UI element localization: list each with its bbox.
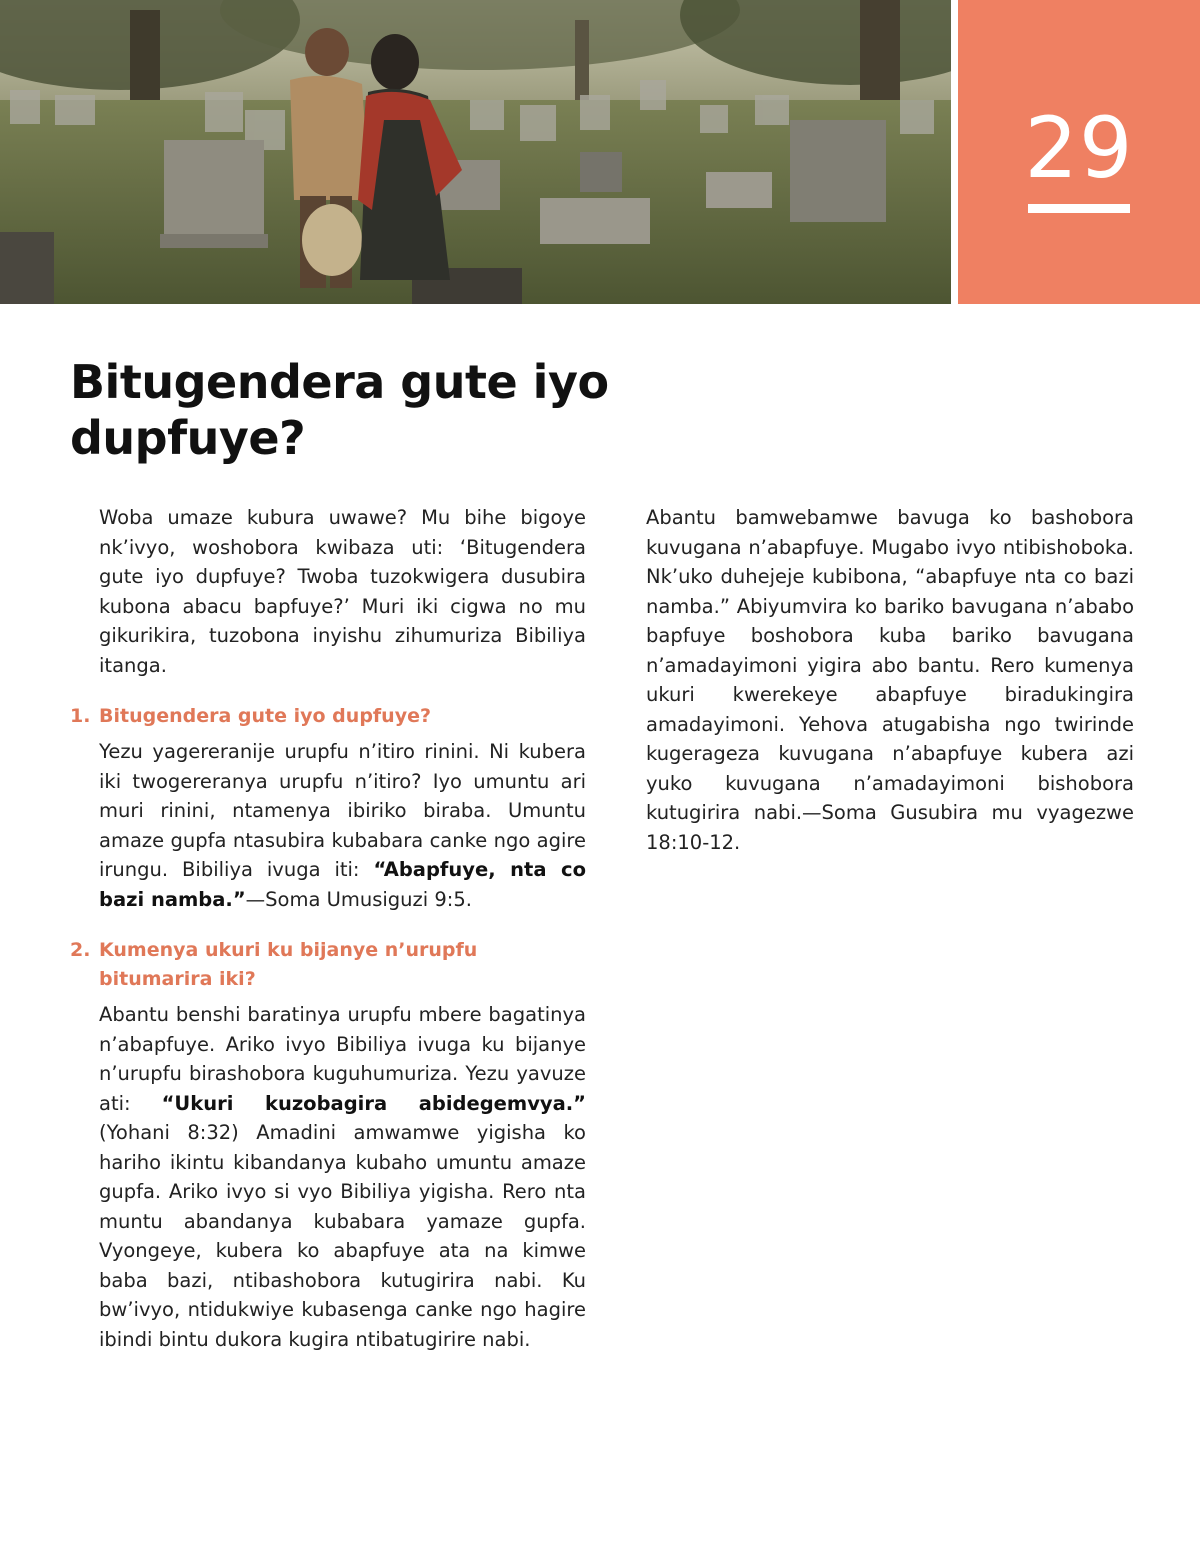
intro-paragraph: Woba umaze kubura uwawe? Mu bihe bigoye nk’ivyo, woshobora kwibaza uti: ‘Bitugendera gute iyo dupfuye? Twoba tuzokwigera dusubira kubona abacu bapfuye?’ Muri iki cigwa no mu gikurikira, tuzobona inyishu zihumuriza Bibiliya itanga. <box>99 506 586 677</box>
right-column <box>646 503 1134 869</box>
badge-underline <box>1028 204 1130 213</box>
question-2-text: Kumenya ukuri ku bijanye n’urupfu bitumarira iki? <box>99 939 478 990</box>
section-1-text: Yezu yagereranije urupfu n’itiro rinini. Ni kubera iki twogereranya urupfu n’itiro? Iyo umuntu ari muri rinini, ntamenya ibiriko biraba. Umuntu amaze gupfa ntasubira kubabara canke ngo agire irungu. Bibiliya ivuga iti: <box>99 740 586 881</box>
hero-image-cemetery <box>0 0 951 304</box>
question-2 <box>70 936 586 994</box>
section-1-body <box>99 737 586 914</box>
section-1-reference: —Soma Umusiguzi 9:5. <box>245 887 472 911</box>
left-column <box>70 503 586 1366</box>
section-2-quote: “Ukuri kuzobagira abidegemvya.” <box>161 1091 587 1115</box>
question-1 <box>70 702 586 731</box>
page-title: Bitugendera gute iyo dupfuye? <box>70 355 609 465</box>
section-1-quote: “Abapfuye, nta co bazi namba.” <box>99 858 587 911</box>
question-1-number: 1. <box>70 705 91 727</box>
section-2-text: Abantu benshi baratinya urupfu mbere bagatinya n’abapfuye. Ariko ivyo Bibiliya ivuga ku bijanye n’urupfu birashobora kuguhumuriza. Yezu yavuze ati: <box>99 1003 586 1115</box>
question-1-text: Bitugendera gute iyo dupfuye? <box>99 705 431 727</box>
closing-paragraph: Abantu bamwebamwe bavuga ko bashobora kuvugana n’abapfuye. Mugabo ivyo ntibishoboka. Nk’uko duhejeje kubibona, “abapfuye nta co bazi namba.” Abiyumvira ko bariko bavugana n’ababo bapfuye boshobora kuba bariko bavugana n’amadayimoni yigira abo bantu. Rero kumenya ukuri kwerekeye abapfuye biradukingira amadayimoni. Yehova atugabisha ngo twirinde kugerageza kuvugana n’abapfuye kubera azi yuko kuvugana n’amadayimoni bishobora kutugirira nabi.—Soma Gusubira mu vyagezwe 18:10-12. <box>646 506 1134 854</box>
section-2-continuation: (Yohani 8:32) Amadini amwamwe yigisha ko hariho ikintu kibandanya kubaho umuntu amaze gupfa. Ariko ivyo si vyo Bibiliya yigisha. Rero nta muntu abandanya kubabara yamaze gupfa. Vyongeye, kubera ko abapfuye ata na kimwe baba bazi, ntibashobora kutugirira nabi. Ku bw’ivyo, ntidukwiye kubasenga canke ngo hagire ibindi bintu dukora kugira ntibatugirire nabi. <box>99 1121 586 1351</box>
lesson-number-badge <box>958 0 1200 304</box>
question-2-number: 2. <box>70 939 91 961</box>
section-2-body <box>99 1000 586 1354</box>
lesson-number: 29 <box>1024 99 1134 197</box>
